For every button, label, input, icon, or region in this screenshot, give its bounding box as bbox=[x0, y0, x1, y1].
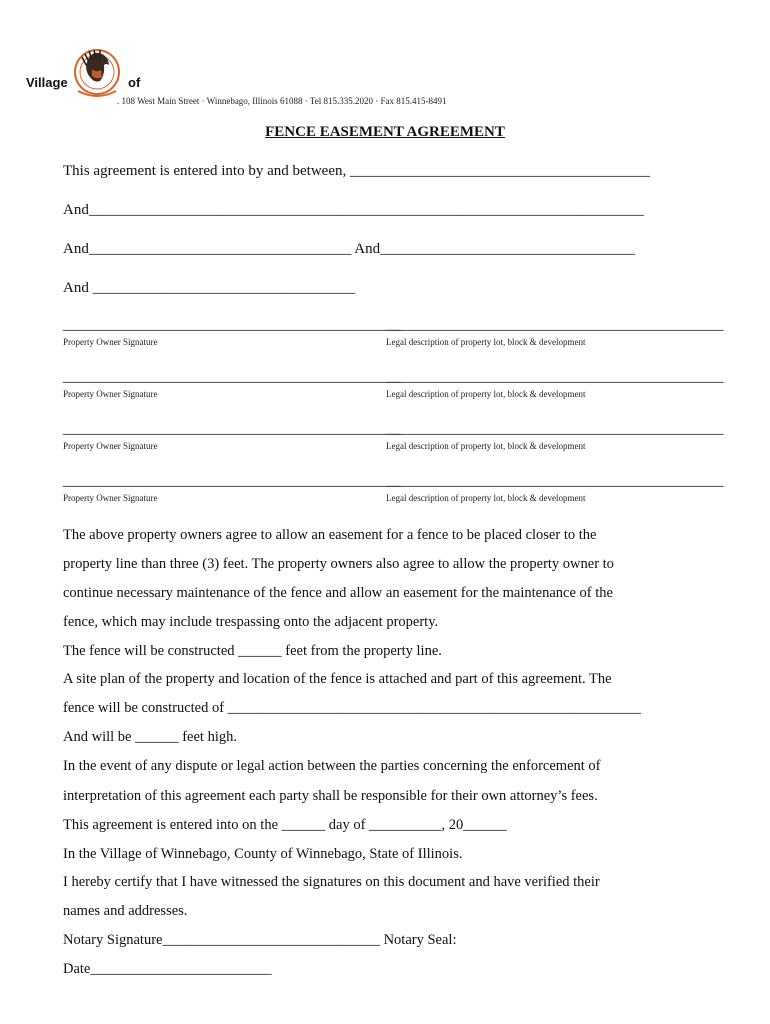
village-logo-icon bbox=[72, 45, 122, 103]
document-title: FENCE EASEMENT AGREEMENT bbox=[265, 124, 505, 140]
party-line-1: This agreement is entered into by and between, ________________________________________ bbox=[63, 163, 650, 179]
party-line-2: And__________________________________________________________________________ bbox=[63, 202, 644, 218]
body-line: This agreement is entered into on the ______ day of __________, 20______ bbox=[63, 817, 507, 833]
village-word: Village bbox=[26, 75, 68, 90]
owner-signature-caption: Property Owner Signature bbox=[63, 493, 158, 503]
notary-signature-line: Notary Signature______________________________ Notary Seal: bbox=[63, 932, 457, 948]
body-line: fence, which may include trespassing onto the adjacent property. bbox=[63, 614, 439, 630]
body-line: The above property owners agree to allow an easement for a fence to be placed closer to the bbox=[63, 527, 597, 543]
party-line-3: And___________________________________ And__________________________________ bbox=[63, 241, 636, 257]
address-line: . 108 West Main Street · Winnebago, Illinois 61088 · Tel 815.335.2020 · Fax 815.415-8491 bbox=[117, 96, 447, 106]
legal-description-line: _____________________________________________ bbox=[386, 421, 724, 437]
legal-description-line: _____________________________________________ bbox=[386, 317, 724, 333]
owner-signature-caption: Property Owner Signature bbox=[63, 337, 158, 347]
owner-signature-line: _____________________________________________ bbox=[63, 473, 401, 489]
body-line: names and addresses. bbox=[63, 903, 188, 919]
legal-description-caption: Legal description of property lot, block & development bbox=[386, 493, 586, 503]
owner-signature-caption: Property Owner Signature bbox=[63, 441, 158, 451]
body-line: continue necessary maintenance of the fence and allow an easement for the maintenance of the bbox=[63, 585, 613, 601]
legal-description-caption: Legal description of property lot, block & development bbox=[386, 441, 586, 451]
legal-description-caption: Legal description of property lot, block & development bbox=[386, 337, 586, 347]
body-line: The fence will be constructed ______ feet from the property line. bbox=[63, 643, 442, 659]
party-line-4: And ___________________________________ bbox=[63, 280, 356, 296]
legal-description-line: _____________________________________________ bbox=[386, 473, 724, 489]
body-line: property line than three (3) feet. The property owners also agree to allow the property owner to bbox=[63, 556, 614, 572]
body-line: interpretation of this agreement each party shall be responsible for their own attorney’s fees. bbox=[63, 788, 598, 804]
body-line: In the Village of Winnebago, County of Winnebago, State of Illinois. bbox=[63, 846, 463, 862]
legal-description-caption: Legal description of property lot, block & development bbox=[386, 389, 586, 399]
body-line: I hereby certify that I have witnessed the signatures on this document and have verified their bbox=[63, 874, 600, 890]
legal-description-line: _____________________________________________ bbox=[386, 369, 724, 385]
date-line: Date_________________________ bbox=[63, 961, 272, 977]
body-line: And will be ______ feet high. bbox=[63, 729, 237, 745]
owner-signature-line: _____________________________________________ bbox=[63, 421, 401, 437]
of-word: of bbox=[128, 75, 141, 90]
owner-signature-line: _____________________________________________ bbox=[63, 317, 401, 333]
owner-signature-line: _____________________________________________ bbox=[63, 369, 401, 385]
body-line: fence will be constructed of _________________________________________________________ bbox=[63, 700, 641, 716]
body-line: A site plan of the property and location of the fence is attached and part of this agreement. The bbox=[63, 671, 612, 687]
body-line: In the event of any dispute or legal action between the parties concerning the enforcement of bbox=[63, 758, 601, 774]
owner-signature-caption: Property Owner Signature bbox=[63, 389, 158, 399]
